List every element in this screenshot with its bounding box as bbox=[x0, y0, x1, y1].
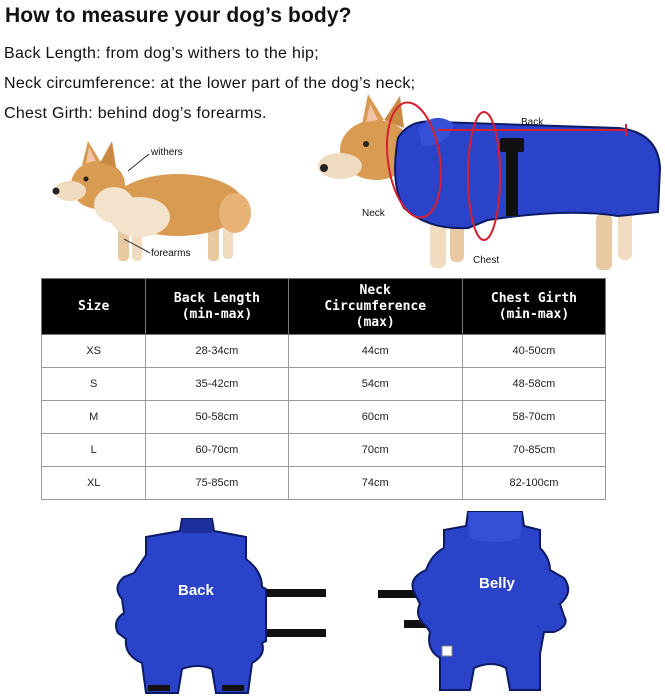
coat-dog-hind-leg bbox=[596, 214, 612, 270]
cell-size: M bbox=[42, 401, 146, 434]
cell-chest-girth: 82-100cm bbox=[462, 467, 605, 500]
garment-belly-view bbox=[374, 508, 584, 696]
cell-back-length: 50-58cm bbox=[146, 401, 288, 434]
cell-size: L bbox=[42, 434, 146, 467]
instruction-neck-circumference: Neck circumference: at the lower part of the dog’s neck; bbox=[4, 75, 416, 92]
table-row bbox=[42, 467, 606, 500]
header-neck-circumference: Neck Circumference (max) bbox=[288, 279, 462, 335]
cell-back-length: 28-34cm bbox=[146, 335, 288, 368]
garment-belly-collar bbox=[468, 512, 522, 542]
cell-chest-girth: 70-85cm bbox=[462, 434, 605, 467]
garment-back-strap-upper bbox=[262, 589, 326, 597]
label-withers: withers bbox=[151, 147, 183, 158]
dog-in-coat-illustration bbox=[318, 88, 665, 280]
cell-neck-circumference: 54cm bbox=[288, 368, 462, 401]
cell-neck-circumference: 74cm bbox=[288, 467, 462, 500]
header-size: Size bbox=[42, 279, 146, 335]
garment-care-tag bbox=[442, 646, 452, 656]
cell-back-length: 35-42cm bbox=[146, 368, 288, 401]
page-title: How to measure your dog’s body? bbox=[5, 4, 352, 27]
label-forearms: forearms bbox=[151, 248, 191, 259]
cell-size: XS bbox=[42, 335, 146, 368]
cell-size: XL bbox=[42, 467, 146, 500]
cell-chest-girth: 40-50cm bbox=[462, 335, 605, 368]
cell-size: S bbox=[42, 368, 146, 401]
cell-chest-girth: 48-58cm bbox=[462, 368, 605, 401]
garment-back-label: Back bbox=[178, 582, 214, 599]
cell-neck-circumference: 60cm bbox=[288, 401, 462, 434]
garment-back-strap-lower bbox=[262, 629, 326, 637]
cell-chest-girth: 58-70cm bbox=[462, 401, 605, 434]
size-table-header-row bbox=[42, 279, 606, 335]
cell-back-length: 60-70cm bbox=[146, 434, 288, 467]
header-back-length: Back Length (min-max) bbox=[146, 279, 288, 335]
cell-neck-circumference: 44cm bbox=[288, 335, 462, 368]
table-row bbox=[42, 434, 606, 467]
table-row bbox=[42, 368, 606, 401]
label-neck: Neck bbox=[362, 208, 385, 219]
table-row bbox=[42, 401, 606, 434]
table-row bbox=[42, 335, 606, 368]
garment-back-collar bbox=[182, 519, 212, 533]
instruction-back-length: Back Length: from dog’s withers to the hip; bbox=[4, 45, 319, 62]
garment-back-view bbox=[112, 515, 330, 697]
cell-back-length: 75-85cm bbox=[146, 467, 288, 500]
garment-belly-label: Belly bbox=[479, 575, 515, 592]
instruction-chest-girth: Chest Girth: behind dog’s forearms. bbox=[4, 105, 267, 122]
header-chest-girth: Chest Girth (min-max) bbox=[462, 279, 605, 335]
cell-neck-circumference: 70cm bbox=[288, 434, 462, 467]
label-chest: Chest bbox=[473, 255, 500, 266]
size-table bbox=[41, 278, 606, 500]
withers-pointer bbox=[128, 154, 149, 171]
corgi-illustration bbox=[40, 135, 260, 275]
label-back: Back bbox=[521, 117, 544, 128]
garment-back-body bbox=[116, 519, 266, 693]
